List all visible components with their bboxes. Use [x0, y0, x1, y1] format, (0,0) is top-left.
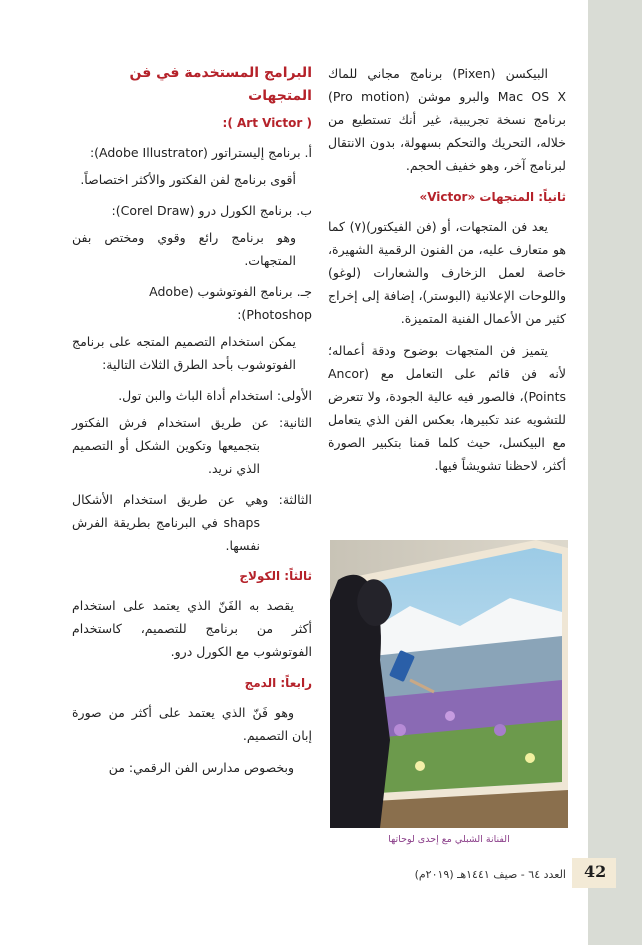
photo-illustration: [330, 540, 568, 828]
section2-title-en: «Victor»: [419, 190, 476, 204]
collage-paragraph: يقصد به الفَنّ الذي يعتمد على استخدام أكثر من برنامج للتصميم، كاستخدام الفوتوشوب مع الكورل درو.: [72, 598, 312, 659]
merge-paragraph: وهو فَنّ الذي يعتمد على أكثر من صورة إبان التصميم.: [72, 705, 312, 743]
programs-subheading: ( Art Victor ):: [222, 116, 312, 130]
vector-paragraph: يعد فن المتجهات، أو (فن الفيكتور)(٧) كما هو متعارف عليه، من الفنون الرقمية الشهيرة، خاصة لعمل الزخارف والشعارات (لوغو) واللوحات الإعلانية (البوستر)، إضافة إلى إخراج كثير من الأعمال الفنية المتميزة.: [328, 219, 566, 326]
section2-title: ثانياً: المتجهات: [479, 190, 566, 204]
programs-heading: البرامج المستخدمة في فن المتجهات: [129, 65, 312, 104]
item-c-desc: يمكن استخدام التصميم المتجه على برنامج الفوتوشوب بأحد الطرق الثلاث التالية:: [72, 334, 296, 372]
distinct-paragraph: يتميز فن المتجهات بوضوح ودقة أعماله؛ لأنه فن قائم على التعامل مع (Ancor Points)، فالصور فيه عالية الجودة، ولا تتعرض للتشويه عند تكبيرها، بعكس الفن الذي يتعامل مع البيكسل، حيث كلما قمنا بتكبير الصورة أكثر، لاحظنا تشويشاً فيها.: [328, 343, 566, 473]
method-3: الثالثة: وهي عن طريق استخدام الأشكال shaps في البرنامج بطريقة الفرش نفسها.: [72, 492, 312, 553]
section3-heading: ثالثاً: الكولاج: [239, 569, 312, 583]
method-1: الأولى: استخدام أداة الباث والبن تول.: [118, 388, 312, 403]
schools-paragraph: وبخصوص مدارس الفن الرقمي: من: [108, 760, 294, 775]
item-a-desc: أقوى برنامج لفن الفكتور والأكثر اختصاصاً.: [80, 172, 296, 187]
photo-caption: الفنانة الشبلي مع إحدى لوحاتها: [388, 834, 510, 845]
item-b-title: ب. برنامج الكورل درو (Corel Draw):: [111, 203, 312, 218]
item-a-title: أ. برنامج إليستراتور (Adobe Illustrator):: [89, 145, 312, 160]
right-column: [328, 62, 566, 486]
section4-heading: رابعاً: الدمج: [244, 676, 312, 690]
artist-photo: [330, 540, 568, 828]
page-number: 42: [584, 862, 607, 881]
section2-heading: [328, 186, 566, 209]
issue-footer: العدد ٦٤ - صيف ١٤٤١هـ (٢٠١٩م): [414, 868, 566, 881]
side-strip: [588, 0, 642, 945]
item-c-title: جـ. برنامج الفوتوشوب (Adobe Photoshop):: [149, 284, 312, 322]
left-column: [72, 62, 312, 788]
method-2: الثانية: عن طريق استخدام فرش الفكتور بتجميعها وتكوين الشكل أو التصميم الذي نريد.: [72, 415, 312, 476]
pixen-paragraph: البيكسن (Pixen) برنامج مجاني للماك Mac OS X والبرو موشن (Pro motion) برنامج نسخة تجريبية، غير أنك تستطيع من خلاله، التحريك والتحكم بسهولة، بدون الانتقال لبرنامج آخر، وهو خفيف الحجم.: [328, 66, 567, 173]
item-b-desc: وهو برنامج رائع وقوي ومختص بفن المتجهات.: [72, 230, 296, 268]
